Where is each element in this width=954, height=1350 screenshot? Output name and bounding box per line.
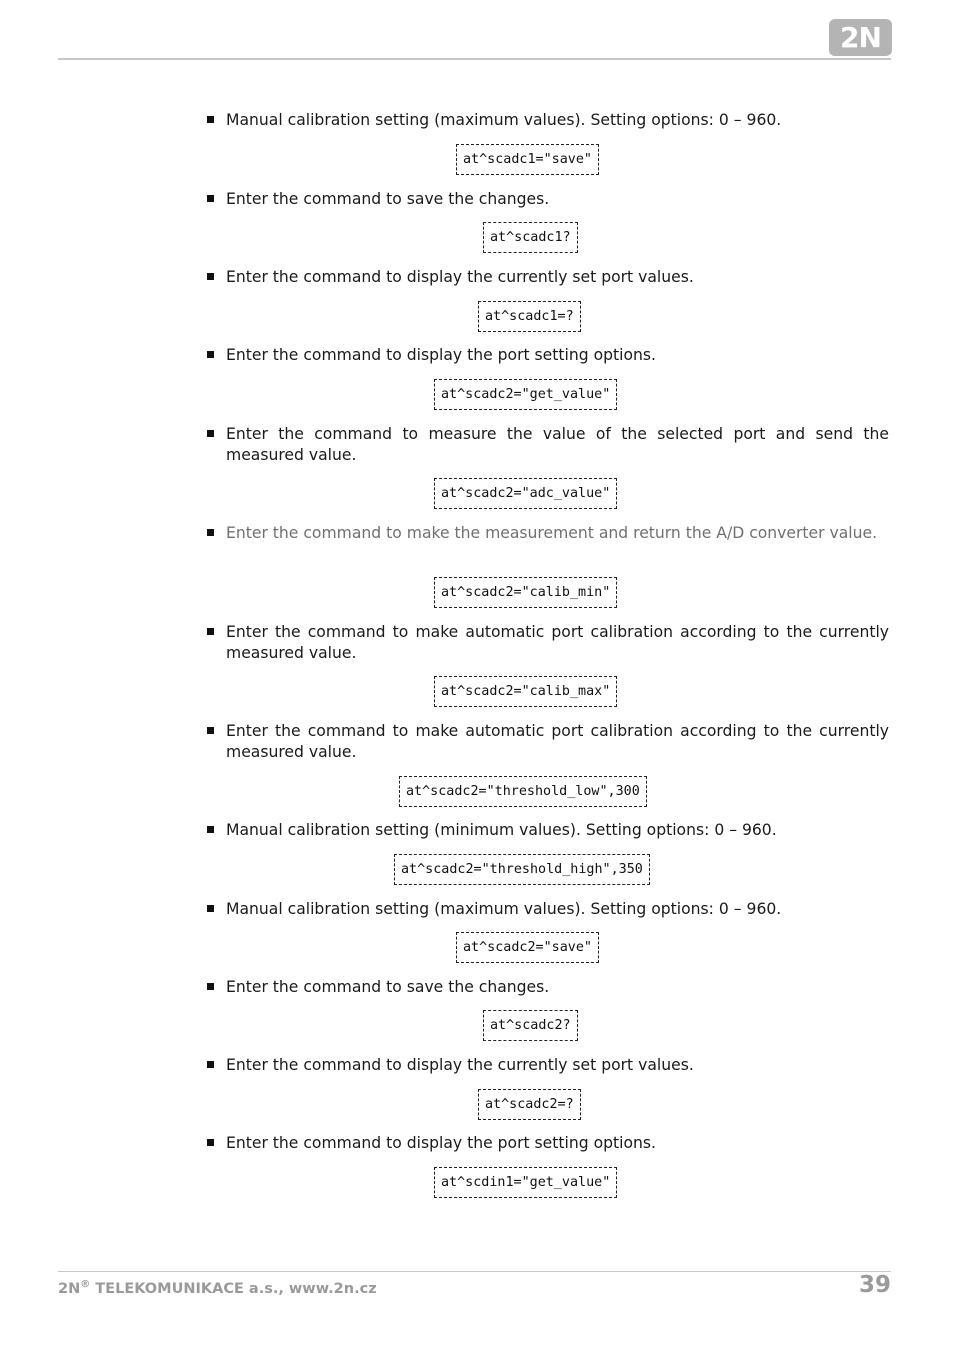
code-command: at^scadc2="get_value" [434,379,617,410]
code-command: at^scadc1=? [478,301,581,332]
list-item-text: Enter the command to save the changes. [226,190,550,208]
bullet-square-icon [207,727,214,734]
list-item-text: Enter the command to display the port setting options. [226,1134,656,1152]
code-command: at^scadc1? [483,222,578,253]
code-command: at^scadc2=? [478,1089,581,1120]
code-command: at^scadc2="calib_min" [434,577,617,608]
bullet-square-icon [207,1061,214,1068]
bullet-square-icon [207,983,214,990]
bullet-square-icon [207,628,214,635]
bullet-square-icon [207,351,214,358]
list-item-text: Enter the command to display the port setting options. [226,346,656,364]
list-item-text: Manual calibration setting (maximum values). Setting options: 0 – 960. [226,111,782,129]
code-command: at^scadc1="save" [456,144,599,175]
company-logo: 2N [829,19,892,56]
code-command: at^scadc2="adc_value" [434,478,617,509]
bullet-square-icon [207,1139,214,1146]
list-item-text: Enter the command to display the currently set port values. [226,1056,694,1074]
bullet-square-icon [207,905,214,912]
registered-mark: ® [80,1279,91,1290]
code-command: at^scadc2="save" [456,932,599,963]
code-command: at^scdin1="get_value" [434,1167,617,1198]
list-item-text: Enter the command to make automatic port calibration according to the currently measured value. [226,623,889,662]
footer-brand: 2N [58,1280,81,1297]
bullet-square-icon [207,430,214,437]
bullet-square-icon [207,195,214,202]
code-command: at^scadc2="threshold_high",350 [394,854,650,885]
list-item-text: Enter the command to measure the value of the selected port and send the measured value. [226,425,889,464]
list-item-text: Enter the command to make automatic port calibration according to the currently measured value. [226,722,889,761]
footer-company [58,1279,377,1297]
bullet-square-icon [207,826,214,833]
list-item-text: Enter the command to display the currently set port values. [226,268,694,286]
bullet-square-icon [207,273,214,280]
list-item-text: Enter the command to save the changes. [226,978,550,996]
page-number: 39 [858,1272,891,1298]
list-item-text: Enter the command to make the measurement and return the A/D converter value. [226,524,878,542]
code-command: at^scadc2? [483,1010,578,1041]
list-item-text: Manual calibration setting (minimum values). Setting options: 0 – 960. [226,821,777,839]
footer-company-name: TELEKOMUNIKACE a.s., www.2n.cz [90,1280,377,1297]
code-command: at^scadc2="threshold_low",300 [399,776,647,807]
footer-divider [58,1271,891,1272]
list-item-text: Manual calibration setting (maximum values). Setting options: 0 – 960. [226,900,782,918]
code-command: at^scadc2="calib_max" [434,676,617,707]
bullet-square-icon [207,116,214,123]
bullet-square-icon [207,529,214,536]
